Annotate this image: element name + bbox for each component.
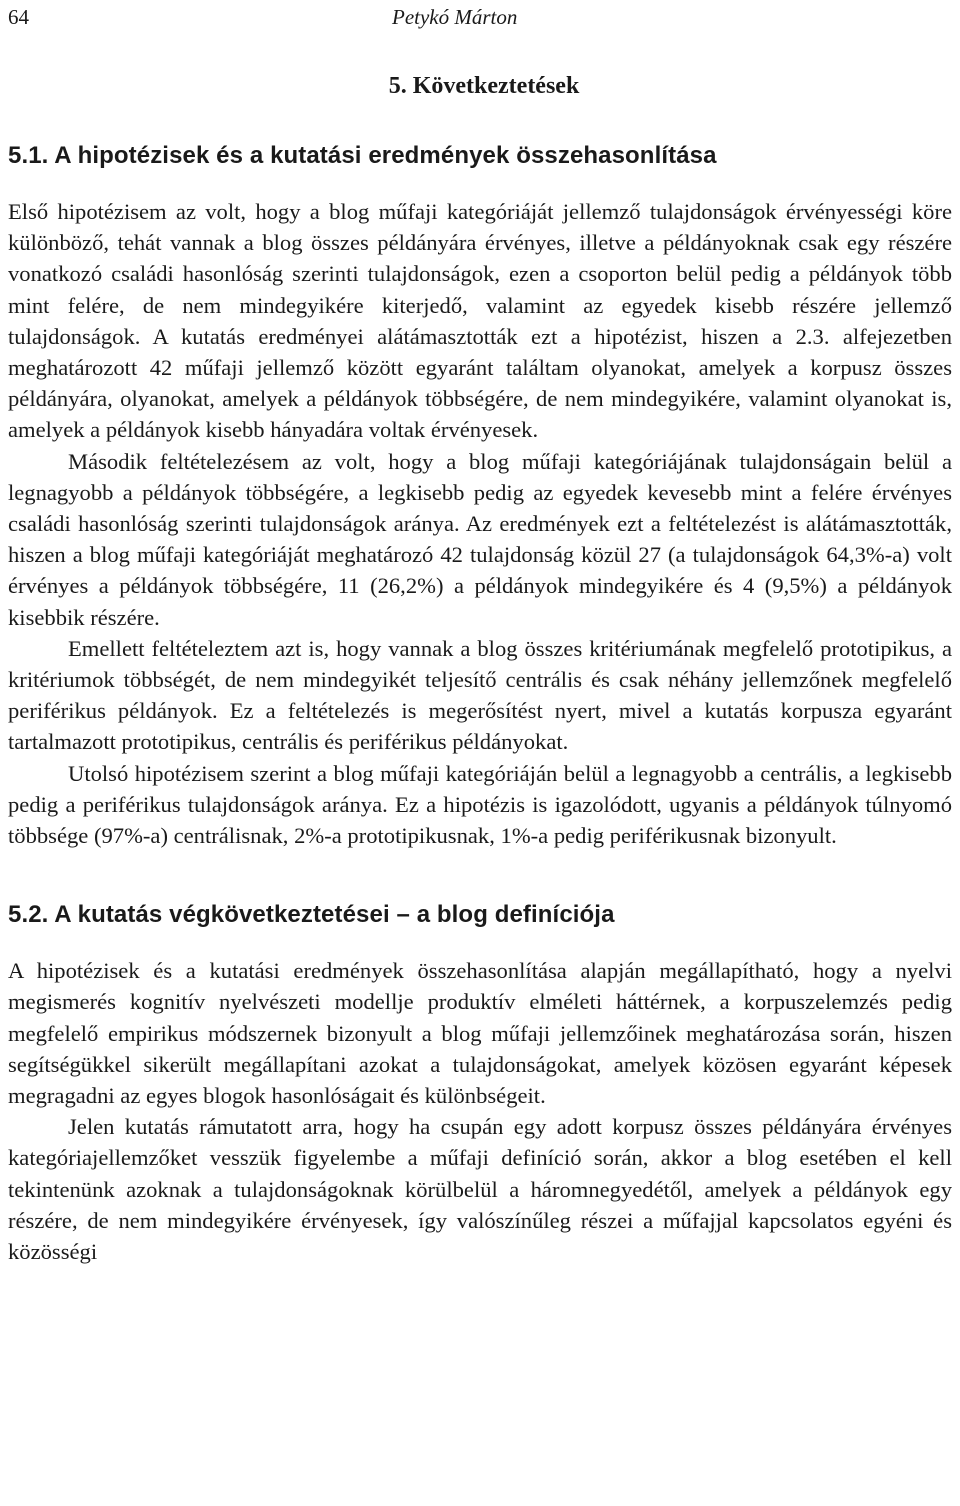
chapter-title: 5. Következtetések — [388, 73, 580, 99]
section-5-2 — [8, 895, 952, 1267]
running-author: Petykó Márton — [392, 4, 518, 29]
body-paragraph: Első hipotézisem az volt, hogy a blog műfaji kategóriáját jellemző tulajdonságok érvényességi köre különböző, tehát vannak a blog összes példányára érvényes, illetve a példányoknak csak egy részére vonatkozó családi hasonlóság szerinti tulajdonságok, ezen a csoporton belül pedig a példányok több mint felére, de nem mindegyikére kiterjedő, valamint az egyedek kisebb részére jellemző tulajdonságok. A kutatás eredményei alátámasztották ezt a hipotézist, hiszen a 2.3. alfejezetben meghatározott 42 műfaji jellemző között egyaránt találtam olyanokat, amelyek a korpusz összes példányára, olyanokat, amelyek a példányok többségére, de nem mindegyikére, valamint olyanokat is, amelyek a példányok kisebb hányadára voltak érvényesek. — [8, 199, 952, 443]
body-paragraph: Második feltételezésem az volt, hogy a blog műfaji kategóriájának tulajdonságain belül a legnagyobb a példányok többségére, a legkisebb pedig az egyedek kevesebb mint a felére érvényes családi hasonlóság szerinti tulajdonságok aránya. Az eredmények ezt a feltételezést is alátámasztották, hiszen a blog műfaji kategóriáját meghatározó 42 tulajdonság közül 27 (a tulajdonságok 64,3%-a) volt érvényes a példányok többségére, 11 (26,2%) a példányok mindegyikére és 4 (9,5%) a példányok kisebbik részére. — [8, 448, 952, 630]
body-paragraph: Jelen kutatás rámutatott arra, hogy ha csupán egy adott korpusz összes példányára érvényes kategóriajellemzőket vesszük figyelembe a műfaji definíció során, akkor a blog esetében el kell tekintenünk azoknak a tulajdonságoknak körülbelül a háromnegyedétől, amelyek a példányok egy részére, de nem mindegyikére érvényesek, így valószínűleg részei a műfajjal kapcsolatos egyéni és közösségi — [8, 1114, 952, 1265]
page-number: 64 — [8, 4, 29, 29]
section-5-1 — [8, 136, 952, 851]
body-paragraph: Emellett feltételeztem azt is, hogy vannak a blog összes kritériumának megfelelő prototipikus, a kritériumok többségét, de nem mindegyikét teljesítő centrális és csak néhány jellemzőnek megfelelő periférikus példányok. Ez a feltételezés is megerősítést nyert, mivel a kutatás korpusza egyaránt tartalmazott prototipikus, centrális és periférikus példányokat. — [8, 635, 952, 755]
running-header — [8, 0, 952, 34]
section-title: 5.1. A hipotézisek és a kutatási eredmények összehasonlítása — [8, 142, 717, 169]
section-title: 5.2. A kutatás végkövetkeztetései – a blog definíciója — [8, 901, 615, 929]
body-paragraph: Utolsó hipotézisem szerint a blog műfaji kategóriáján belül a legnagyobb a centrális, a legkisebb pedig a periférikus tulajdonságok aránya. Ez a hipotézis is igazolódott, ugyanis a példányok túlnyomó többsége (97%-a) centrálisnak, 2%-a prototipikusnak, 1%-a pedig periférikusnak bizonyult. — [8, 760, 952, 849]
body-paragraph: A hipotézisek és a kutatási eredmények összehasonlítása alapján megállapítható, hogy a nyelvi megismerés kognitív nyelvészeti modellje produktív elméleti háttérnek, a korpuszelemzés pedig megfelelő empirikus módszernek bizonyult a blog műfaji jellemzőinek meghatározása során, hiszen segítségükkel sikerült megállapítani azokat a tulajdonságokat, amelyek közösen egyaránt képesek megragadni az egyes blogok hasonlóságait és különbségeit. — [8, 958, 952, 1109]
